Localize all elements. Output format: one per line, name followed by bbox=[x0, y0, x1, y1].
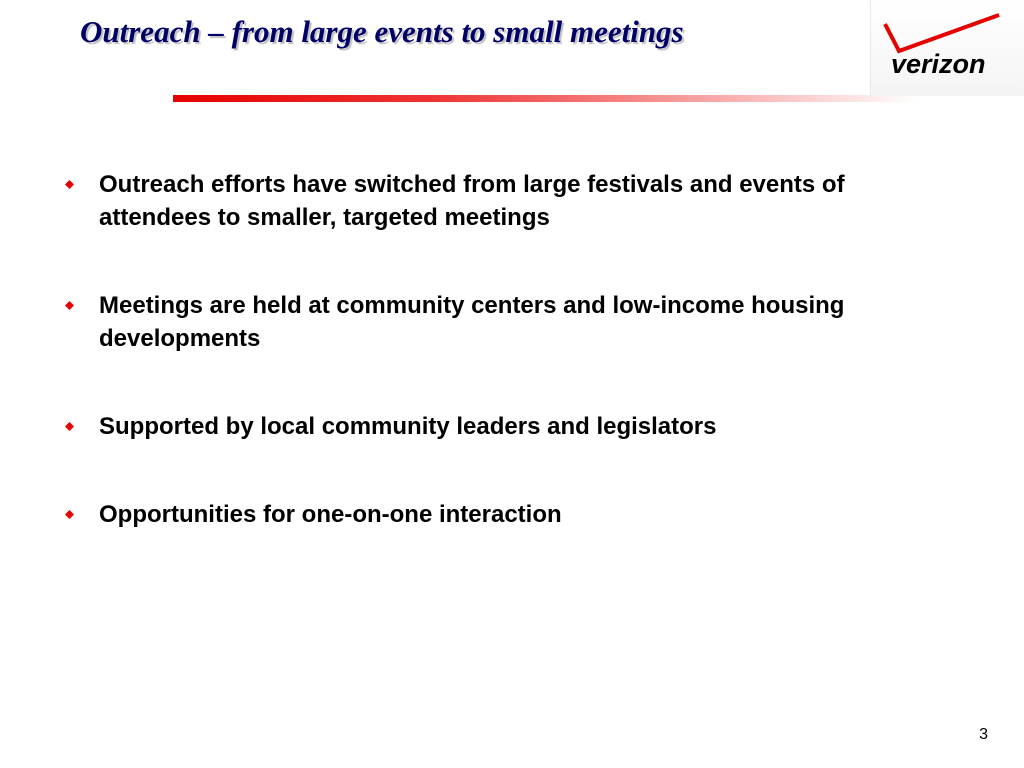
slide-title: Outreach – from large events to small meetings bbox=[80, 14, 684, 49]
bullet-text: Outreach efforts have switched from large festivals and events of attendees to smaller, targeted meetings bbox=[99, 171, 845, 231]
bullet-text: Opportunities for one-on-one interaction bbox=[99, 501, 562, 528]
logo-wordmark: verizon bbox=[891, 49, 986, 79]
bullet-item bbox=[62, 498, 962, 531]
diamond-bullet-icon bbox=[65, 301, 74, 310]
bullet-item bbox=[62, 410, 962, 443]
verizon-check-icon bbox=[871, 0, 1024, 96]
bullet-text: Meetings are held at community centers and low-income housing developments bbox=[99, 292, 845, 352]
diamond-bullet-icon bbox=[65, 422, 74, 431]
bullet-item bbox=[62, 168, 962, 234]
verizon-logo bbox=[870, 0, 1024, 96]
title-underline-divider bbox=[173, 95, 918, 102]
bullet-text: Supported by local community leaders and legislators bbox=[99, 413, 717, 440]
diamond-bullet-icon bbox=[65, 510, 74, 519]
diamond-bullet-icon bbox=[65, 180, 74, 189]
bullet-item bbox=[62, 289, 962, 355]
bullet-list bbox=[62, 168, 962, 531]
page-number: 3 bbox=[979, 726, 988, 743]
